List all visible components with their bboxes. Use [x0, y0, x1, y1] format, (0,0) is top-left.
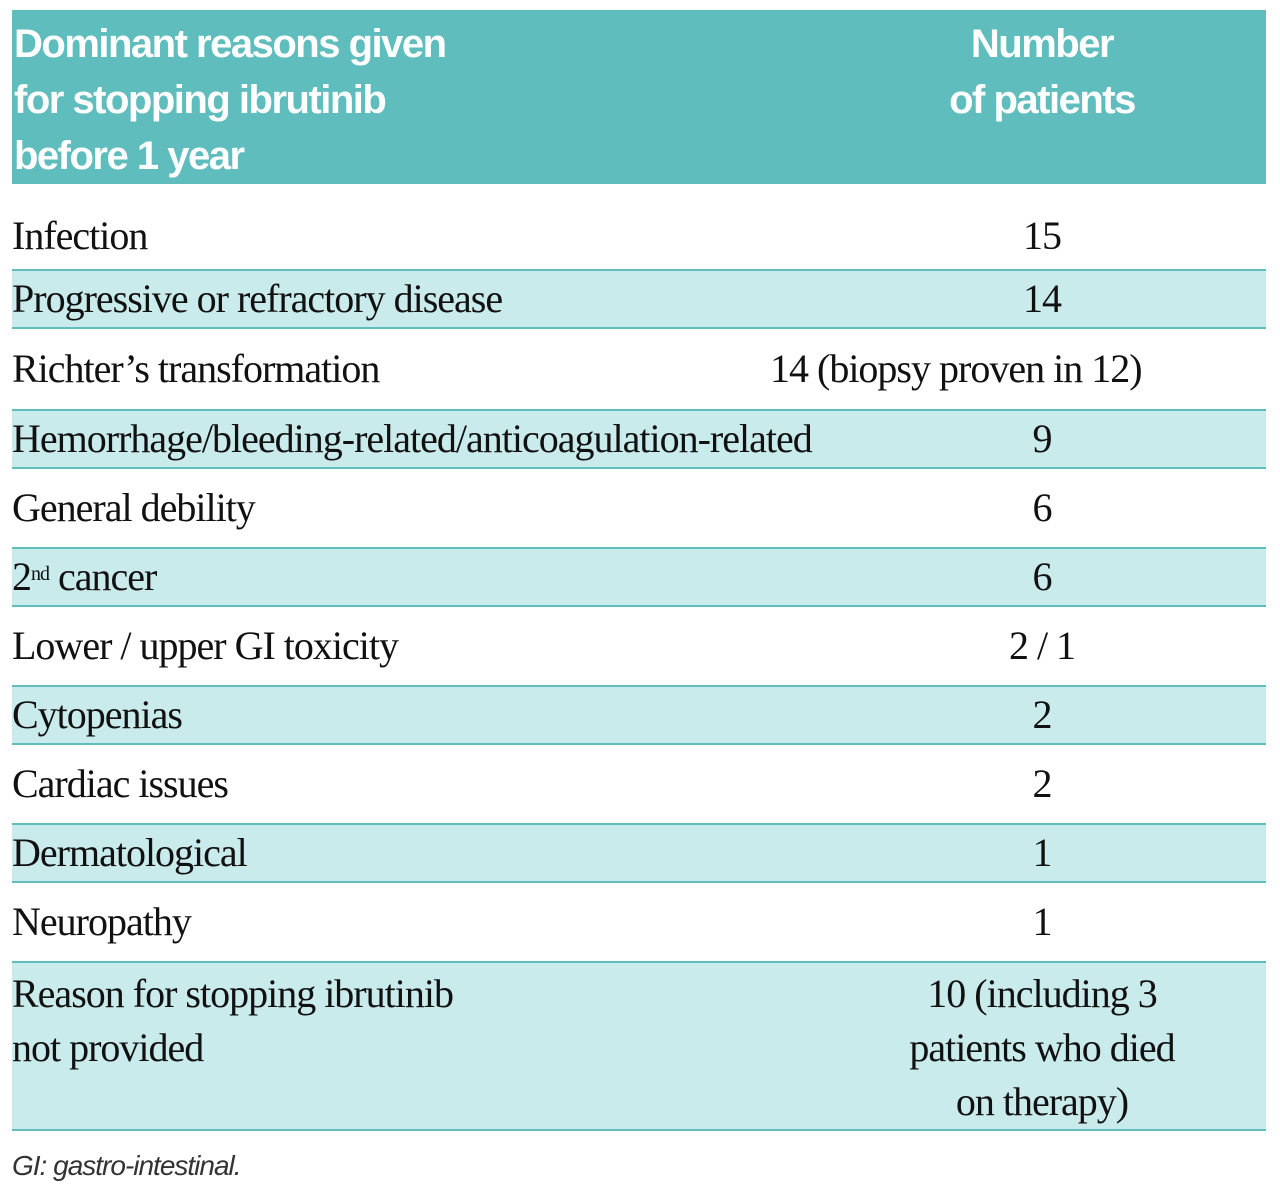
header-reason-line: Dominant reasons given	[14, 22, 446, 66]
reason-cell: Infection	[12, 213, 148, 258]
reason-cell: Richter’s transformation	[12, 346, 380, 391]
table-header	[12, 10, 1266, 184]
table-row	[12, 825, 1266, 883]
count-cell: 6	[1032, 485, 1052, 530]
ordinal-suffix: nd	[31, 562, 49, 585]
table-row	[12, 745, 1266, 825]
reason-cell: Neuropathy	[12, 899, 191, 944]
reason-cell: Hemorrhage/bleeding-related/anticoagulation-related	[12, 416, 812, 461]
data-table	[12, 10, 1266, 1131]
reason-cell: Lower / upper GI toxicity	[12, 623, 398, 668]
reason-cell: Dermatological	[12, 830, 247, 875]
reason-cell: Progressive or refractory disease	[12, 276, 503, 321]
count-cell: 15	[1023, 213, 1061, 258]
table-row	[12, 469, 1266, 549]
count-cell: 6	[1032, 554, 1052, 599]
count-cell: 9	[1032, 416, 1052, 461]
reason-line: not provided	[12, 1025, 204, 1070]
table-row	[12, 411, 1266, 469]
reason-number: 2	[12, 554, 31, 599]
table-row	[12, 271, 1266, 329]
count-cell: 1	[1032, 899, 1052, 944]
header-reason	[14, 16, 634, 184]
reason-line: Reason for stopping ibrutinib	[12, 971, 453, 1016]
table-row	[12, 203, 1266, 271]
reason-cell	[12, 967, 892, 1075]
table-row	[12, 329, 1266, 411]
count-cell	[892, 967, 1192, 1129]
table-row	[12, 549, 1266, 607]
table-row	[12, 883, 1266, 963]
count-line: patients who died	[909, 1025, 1175, 1070]
count-cell: 14 (biopsy proven in 12)	[770, 346, 1142, 391]
table-row	[12, 687, 1266, 745]
count-cell: 2 / 1	[1008, 623, 1076, 668]
reason-cell	[12, 550, 892, 604]
reason-cell: General debility	[12, 485, 255, 530]
count-line: on therapy)	[955, 1079, 1129, 1124]
header-count-line: of patients	[949, 78, 1135, 122]
header-reason-line: for stopping ibrutinib	[14, 78, 386, 122]
table-row	[12, 963, 1266, 1131]
table-footnote: GI: gastro-intestinal.	[12, 1150, 241, 1181]
reason-text: cancer	[49, 554, 157, 599]
count-line: 10 (including 3	[927, 971, 1157, 1016]
count-cell: 2	[1032, 692, 1052, 737]
count-cell: 1	[1032, 830, 1052, 875]
reason-cell: Cardiac issues	[12, 761, 228, 806]
header-count-line: Number	[970, 22, 1114, 66]
reason-cell: Cytopenias	[12, 692, 182, 737]
header-reason-line: before 1 year	[14, 134, 244, 178]
count-cell: 14	[1023, 276, 1061, 321]
header-count	[892, 16, 1192, 128]
count-cell: 2	[1032, 761, 1052, 806]
table-row	[12, 607, 1266, 687]
